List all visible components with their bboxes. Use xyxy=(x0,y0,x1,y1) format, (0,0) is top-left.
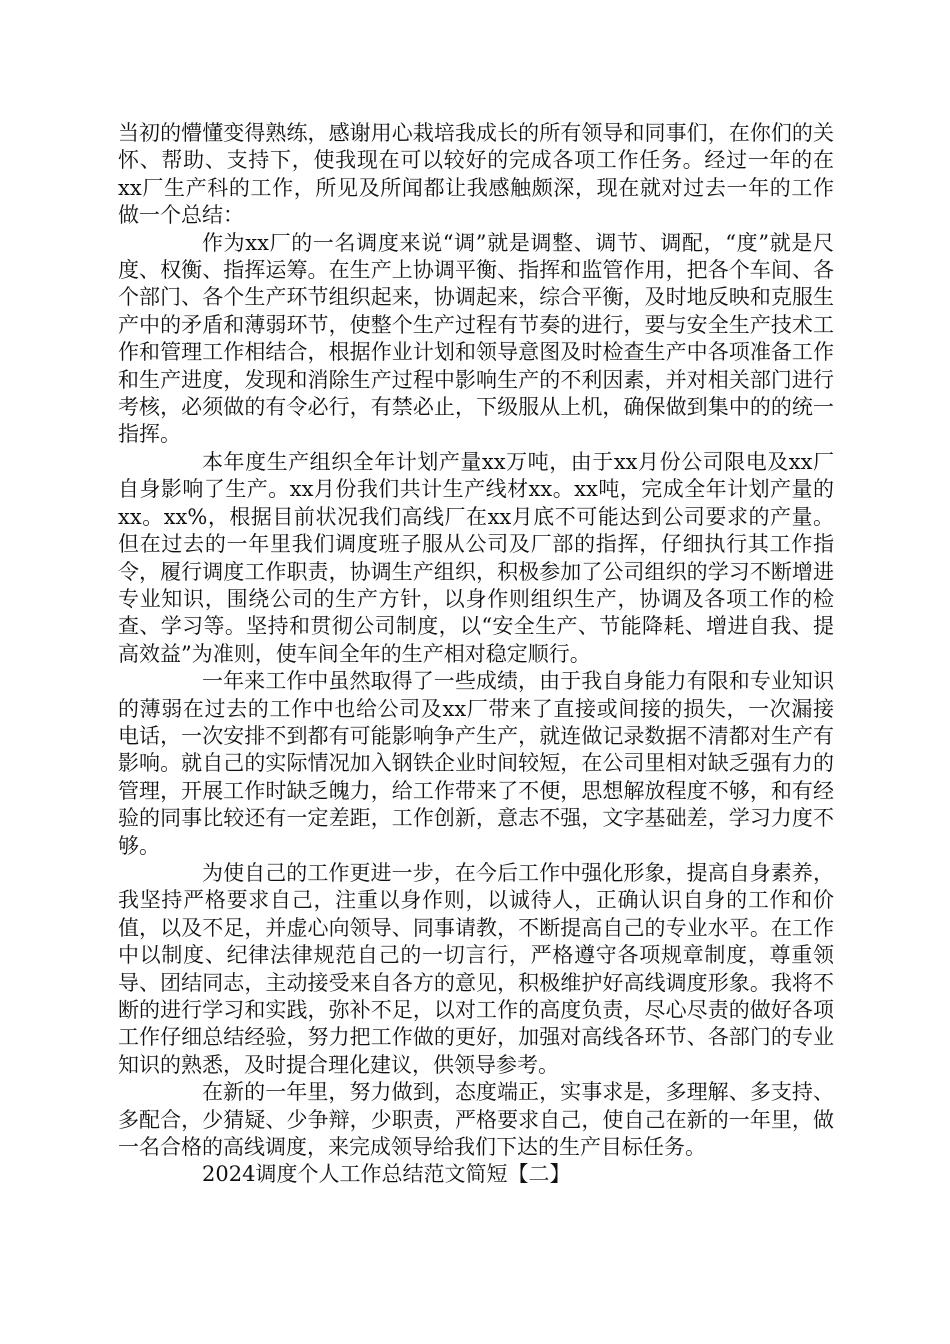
paragraph-production: 本年度生产组织全年计划产量xx万吨，由于xx月份公司限电及xx厂自身影响了生产。xx月份我们共计生产线材xx。xx吨，完成全年计划产量的xx。xx%，根据目前状况我们高线厂在xx月底不可能达到公司要求的产量。但在过去的一年里我们调度班子服从公司及厂部的指挥，仔细执行其工作指令，履行调度工作职责，协调生产组织，积极参加了公司组织的学习不断增进专业知识，围绕公司的生产方针，以身作则组织生产，协调及各项工作的检查、学习等。坚持和贯彻公司制度，以“安全生产、节能降耗、增进自我、提高效益”为准则，使车间全年的生产相对稳定顺行。 xyxy=(118,449,834,666)
paragraph-intro: 当初的懵懂变得熟练，感谢用心栽培我成长的所有领导和同事们，在你们的关怀、帮助、支持下，使我现在可以较好的完成各项工作任务。经过一年的在xx厂生产科的工作，所见及所闻都让我感触颇深，现在就对过去一年的工作做一个总结： xyxy=(118,121,834,228)
paragraph-new-year: 在新的一年里，努力做到，态度端正，实事求是，多理解、多支持、多配合，少猜疑、少争辩，少职责，严格要求自己，使自己在新的一年里，做一名合格的高线调度，来完成领导给我们下达的生产目标任务。 xyxy=(118,1080,834,1160)
paragraph-improvement: 为使自己的工作更进一步，在今后工作中强化形象，提高自身素养，我坚持严格要求自己，注重以身作则，以诚待人，正确认识自身的工作和价值，以及不足，并虚心向领导、同事请教，不断提高自己的专业水平。在工作中以制度、纪律法律规范自己的一切言行，严格遵守各项规章制度，尊重领导、团结同志，主动接受来自各方的意见，积极维护好高线调度形象。我将不断的进行学习和实践，弥补不足，以对工作的高度负责，尽心尽责的做好各项工作仔细总结经验，努力把工作做的更好，加强对高线各环节、各部门的专业知识的熟悉，及时提合理化建议，供领导参考。 xyxy=(118,860,834,1077)
document-page xyxy=(118,120,834,1189)
paragraph-role: 作为xx厂的一名调度来说“调”就是调整、调节、调配，“度”就是尺度、权衡、指挥运筹。在生产上协调平衡、指挥和监管作用，把各个车间、各个部门、各个生产环节组织起来，协调起来，综合平衡，及时地反映和克服生产中的矛盾和薄弱环节，使整个生产过程有节奏的进行，要与安全生产技术工作和管理工作相结合，根据作业计划和领导意图及时检查生产中各项准备工作和生产进度，发现和消除生产过程中影响生产的不利因素，并对相关部门进行考核，必须做的有令必行，有禁必止，下级服从上机，确保做到集中的的统一指挥。 xyxy=(118,230,834,447)
paragraph-shortcomings: 一年来工作中虽然取得了一些成绩，由于我自身能力有限和专业知识的薄弱在过去的工作中也给公司及xx厂带来了直接或间接的损失，一次漏接电话，一次安排不到都有可能影响争产生产，就连做记录数据不清都对生产有影响。就自己的实际情况加入钢铁企业时间较短，在公司里相对缺乏强有力的管理，开展工作时缺乏魄力，给工作带来了不便，思想解放程度不够，和有经验的同事比较还有一定差距，工作创新，意志不强，文字基础差，学习力度不够。 xyxy=(118,669,834,858)
section-heading: 2024调度个人工作总结范文简短【二】 xyxy=(202,1162,571,1187)
